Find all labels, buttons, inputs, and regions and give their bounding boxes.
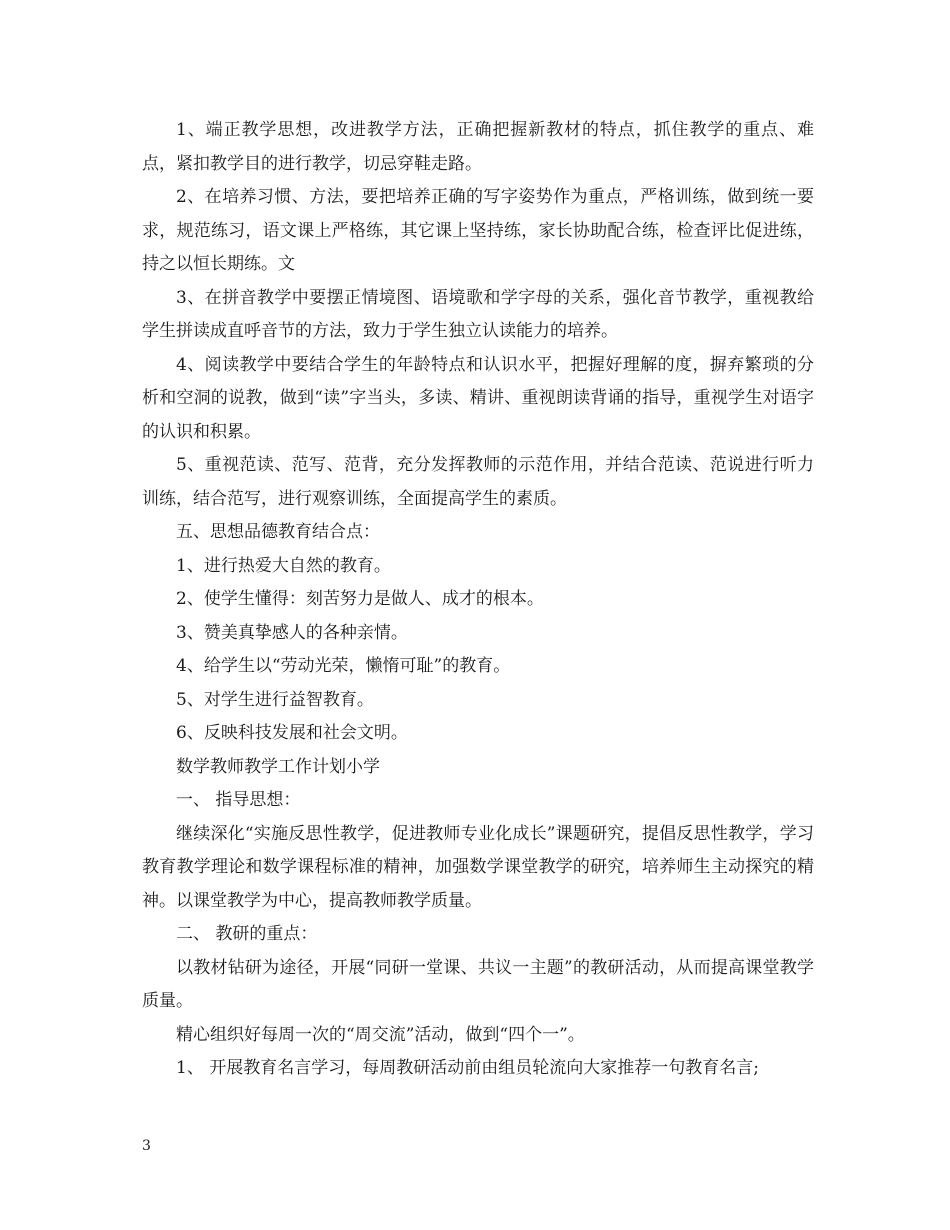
list-item-6: 6、反映科技发展和社会文明。	[176, 723, 408, 743]
list-item-4: 4、给学生以“劳动光荣，懒惰可耻”的教育。	[176, 656, 511, 676]
section-heading-research-focus: 二、 教研的重点：	[176, 924, 318, 944]
paragraph-guiding-ideology: 继续深化“实施反思性教学，促进教师专业化成长”课题研究，提倡反思性教学，学习教育教学理论和数学课程标准的精神，加强数学课堂教学的研究，培养师生主动探究的精神。以课堂教学为中心，提高教师教学质量。	[142, 823, 814, 911]
section-heading-guiding-ideology: 一、 指导思想：	[176, 790, 301, 810]
document-title-math-plan: 数学教师教学工作计划小学	[176, 756, 380, 777]
list-item-education-quotes: 1、 开展教育名言学习，每周教研活动前由组员轮流向大家推荐一句教育名言;	[176, 1058, 759, 1078]
paragraph-weekly-exchange: 精心组织好每周一次的“周交流”活动，做到“四个一”。	[176, 1024, 585, 1045]
page-number: 3	[142, 1138, 151, 1154]
paragraph-1: 1、端正教学思想，改进教学方法，正确把握新教材的特点，抓住教学的重点、难点，紧扣教学目的进行教学，切忌穿鞋走路。	[142, 120, 814, 174]
list-item-2: 2、使学生懂得：刻苦努力是做人、成才的根本。	[176, 589, 544, 609]
list-item-1: 1、进行热爱大自然的教育。	[176, 555, 391, 576]
paragraph-3: 3、在拼音教学中要摆正情境图、语境歌和学字母的关系，强化音节教学，重视教给学生拼读成直呼音节的方法，致力于学生独立认读能力的培养。	[142, 287, 814, 341]
section-heading-moral-education: 五、思想品德教育结合点：	[176, 522, 380, 542]
paragraph-4: 4、阅读教学中要结合学生的年龄特点和认识水平，把握好理解的度，摒弃繁琐的分析和空洞的说教，做到“读”字当头，多读、精讲、重视朗读背诵的指导，重视学生对语字的认识和积累。	[142, 354, 814, 442]
document-body	[142, 114, 814, 1086]
paragraph-2: 2、在培养习惯、方法，要把培养正确的写字姿势作为重点，严格训练，做到统一要求，规范练习，语文课上严格练，其它课上坚持练，家长协助配合练，检查评比促进练，持之以恒长期练。文	[142, 187, 814, 274]
list-item-3: 3、赞美真挚感人的各种亲情。	[176, 622, 408, 643]
list-item-5: 5、对学生进行益智教育。	[176, 689, 374, 710]
paragraph-research-focus: 以教材钻研为途径，开展“同研一堂课、共议一主题”的教研活动，从而提高课堂教学质量。	[142, 957, 814, 1011]
paragraph-5: 5、重视范读、范写、范背，充分发挥教师的示范作用，并结合范读、范说进行听力训练，结合范写，进行观察训练，全面提高学生的素质。	[142, 455, 814, 509]
